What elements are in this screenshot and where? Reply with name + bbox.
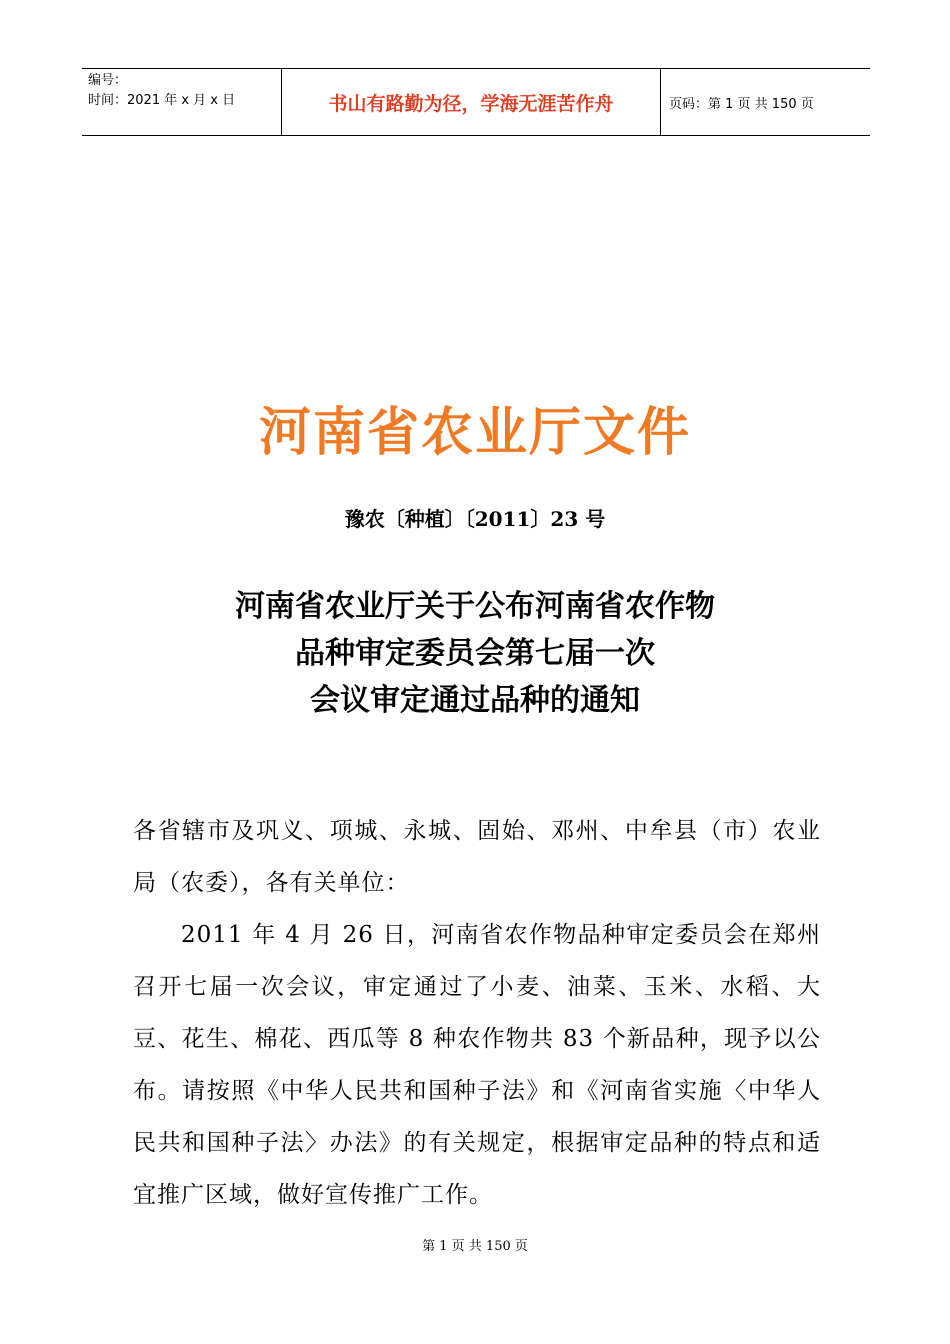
title-line: 会议审定通过品种的通知 xyxy=(310,683,640,718)
document-body xyxy=(133,805,821,1221)
salutation: 各省辖市及巩义、项城、永城、固始、邓州、中牟县（市）农业局（农委），各有关单位： xyxy=(133,818,821,896)
document-header xyxy=(82,68,870,136)
title-line: 河南省农业厅关于公布河南省农作物 xyxy=(235,589,715,624)
header-motto: 书山有路勤为径，学海无涯苦作舟 xyxy=(282,69,661,135)
title-line: 品种审定委员会第七届一次 xyxy=(295,636,655,671)
document-issuer: 河南省农业厅文件 xyxy=(258,402,691,463)
body-paragraph: 2011 年 4 月 26 日，河南省农作物品种审定委员会在郑州召开七届一次会议，审定通过了小麦、油菜、玉米、水稻、大豆、花生、棉花、西瓜等 8 种农作物共 83 个新品种，现予以公布。请按照《中华人民共和国种子法》和《河南省实施〈中华人民共和国种子法〉办法》的有关规定，根据审定品种的特点和适宜推广区域，做好宣传推广工作。 xyxy=(133,922,821,1208)
header-page-info: 页码：第 1 页 共 150 页 xyxy=(669,96,814,112)
page-footer: 第 1 页 共 150 页 xyxy=(422,1239,528,1254)
document-title xyxy=(0,583,950,724)
serial-label: 编号： xyxy=(88,73,128,88)
header-meta xyxy=(82,69,282,135)
time-label: 时间：2021 年 x 月 x 日 xyxy=(88,93,236,108)
document-number: 豫农〔种植〕〔2011〕23 号 xyxy=(344,507,606,531)
